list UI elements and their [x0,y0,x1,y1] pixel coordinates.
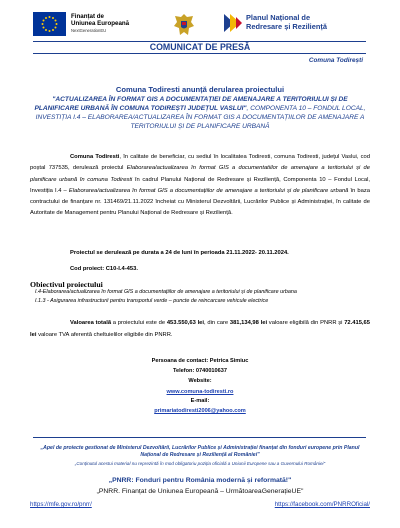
pnrr-logo-line1: Planul Național de [246,13,311,22]
header-divider-bottom [33,53,366,54]
headline-title: Comuna Todiresti anunță derularea proiectului [115,85,285,94]
pnrr-facebook-link[interactable]: https://facebook.com/PNRROficial/ [274,501,370,508]
pnrr-logo-line2: Redresare și Reziliență [246,22,327,31]
footer-disclaimer: „Conținutul acestui material nu reprezintă în mod obligatoriu poziția oficială a Uniunii Europene sau a Guvernului României" [74,461,326,466]
pnrr-slogan: „PNRR: Fonduri pentru România modernă și reformată!" [108,477,292,484]
contact-phone: Telefon: 0740010637 [172,368,227,374]
eligible-value: 381,134,98 lei [229,320,268,326]
value-text-3: valoare eligibilă din PNRR și [267,320,345,326]
total-value: 453.550,63 lei [166,320,205,326]
email-link[interactable]: primariatodiresti2006@yahoo.com [154,408,246,414]
value-text-2: , din care [204,320,230,326]
value-text-1: a proiectului este de [111,320,167,326]
footer-call-note: „Apel de proiecte gestionat de Ministerul Dezvoltării, Lucrărilor Publice și Administrației finanțat din fonduri europene prin Planul Național de Redresare și Reziliență al României" [40,445,360,458]
contact-person: Persoana de contact: Petrica Simiuc [151,358,249,364]
government-crest-icon [171,12,197,38]
intro-text-2: în cadrul Planului Național de Redresare și Reziliență, Componenta 10 – Fondul Local, Investiția I.4 – [30,176,371,194]
intro-project-2: Elaborarea/actualizarea în format GIS a documentațiilor de amenajare a teritoriului și de planificare urbană [68,187,349,194]
intro-paragraph [30,152,370,220]
eu-logo-line2: Uniunea Europeană [71,20,130,27]
pnrr-mark-icon [222,12,244,34]
intro-text-1: , în calitate de beneficiar, cu sediul în localitatea Todiresti, comuna Todiresti, județul Vaslui, cod poștal 737535, derulează proiectul [30,154,370,172]
pnrr-logo [222,12,382,40]
objectives-heading: Obiectivul proiectului [30,280,103,289]
press-release-title: COMUNICAT DE PRESĂ [149,42,251,52]
intro-text-3: în baza contractului de finanțare nr. 131469/21.11.2022 încheiat cu Ministerul Dezvoltării, Lucrărilor Publice și Administrației, în calitate de Autoritate de Management pentru Planului Național de Redresare și Reziliență. [30,187,370,217]
mfe-pnrr-link[interactable]: https://mfe.gov.ro/pnrr/ [30,501,92,508]
eu-funding-logo [33,12,183,38]
beneficiary-name: Comuna Todiresti [70,154,120,160]
project-duration: Proiectul se derulează pe durata a 24 de luni în perioada 21.11.2022- 20.11.2024. [70,250,289,256]
value-text-4: valoare TVA aferentă cheltuielilor eligibile din PNRR. [36,332,173,338]
footer-divider [33,437,366,438]
objective-item: I.4-Elaborarea/actualizarea în format GIS a documentațiilor de amenajare a teritoriului și de planificare urbana [35,289,297,295]
intro-project-1: Elaborarea/actualizarea în format GIS a documentatiilor de amenajare a teritoriului și de planificare urbană în comuna Todiresti [30,165,370,183]
value-label: Valoarea totală [70,320,112,326]
project-code: Cod proiect: C10-I.4-453. [70,266,138,272]
project-title-rest: , COMPONENTA 10 – FONDUL LOCAL, INVESTIȚIA I.4 – ELABORAREA/ACTUALIZAREA ÎN FORMAT GIS A DOCUMENTAȚIILOR DE AMENAJARE A TERITORIULUI ȘI DE PLANIFICARE URBANĂ [35,105,366,130]
project-value-paragraph [30,317,370,341]
eu-logo-text [71,13,129,27]
project-title-bold: "ACTUALIZAREA ÎN FORMAT GIS A DOCUMENTAȚIEI DE AMENAJARE A TERITORIULUI ȘI DE PLANIFICARE URBANĂ ÎN COMUNA TODIREȘTI JUDEȚUL VASLUI" [34,96,348,112]
eu-flag-icon [33,12,66,36]
objective-item: I.1.3 - Asigurarea infrastructurii pentru transportul verde – puncte de reincarcare vehicule electrice [35,298,269,304]
commune-name: Comuna Todirești [308,57,363,64]
eu-logo-line1: Finanțat de [71,13,105,20]
email-label: E-mail: [190,398,210,404]
project-title [30,95,370,131]
vat-value: 72.415,65 lei [30,320,370,338]
funding-statement: „PNRR. Finanțat de Uniunea Europeană – UrmătoareaGenerațieUE" [96,488,304,495]
website-label: Website: [188,378,212,384]
website-link[interactable]: www.comuna-todiresti.ro [166,389,234,395]
eu-logo-line3: NextGenerationEU [71,28,107,33]
